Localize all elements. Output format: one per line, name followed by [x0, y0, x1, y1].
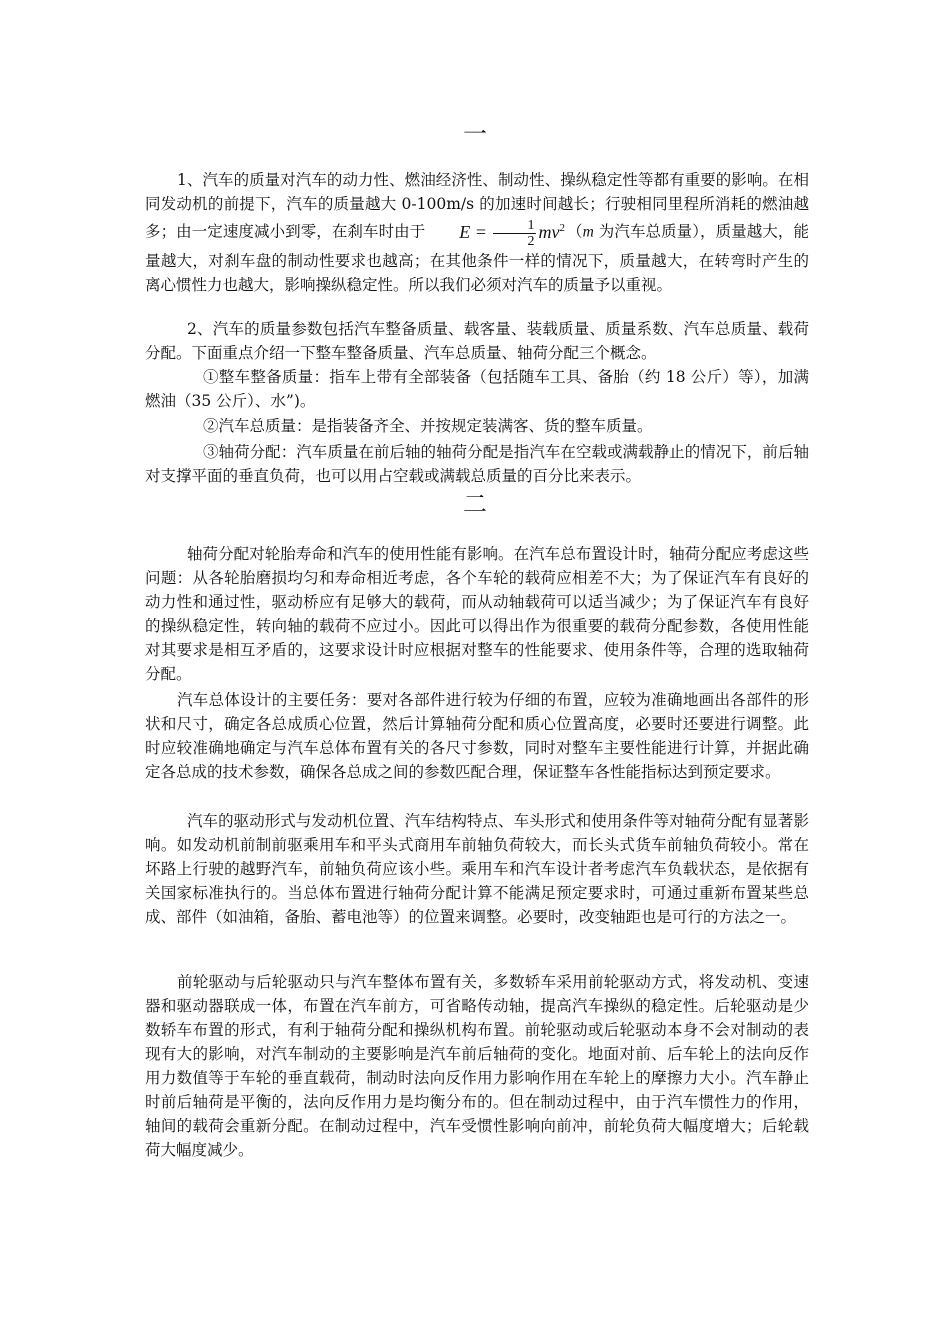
- paragraph-front-rear-drive: 前轮驱动与后轮驱动只与汽车整体布置有关，多数轿车采用前轮驱动方式，将发动机、变速器和驱动器联成一体，布置在汽车前方，可省略传动轴，提高汽车操纵的稳定性。后轮驱动是少数轿车布置的形式，有利于轴荷分配和操纵机构布置。前轮驱动或后轮驱动本身不会对制动的表现有大的影响，对汽车制动的主要影响是汽车前后轴荷的变化。地面对前、后车轮上的法向反作用力数值等于车轮的垂直载荷，制动时法向反作用力影响作用在车轮上的摩擦力大小。汽车静止时前后轴荷是平衡的，法向反作用力是均衡分布的。但在制动过程中，由于汽车惯性力的作用，轴间的载荷会重新分配。在制动过程中，汽车受惯性影响向前冲，前轮负荷大幅度增大；后轮载荷大幅度减少。: [145, 973, 809, 1159]
- formula-body: mv: [538, 222, 560, 242]
- paragraph-mass-parameters: 2、汽车的质量参数包括汽车整备质量、载客量、装载质量、质量系数、汽车总质量、载荷分配。下面重点介绍一下整车整备质量、汽车总质量、轴荷分配三个概念。: [145, 320, 809, 362]
- formula-fraction: [493, 218, 536, 249]
- paragraph-curb-weight: ①整车整备质量：指车上带有全部装备（包括随车工具、备胎（约 18 公斤）等），加满燃油（35 公斤）、水”)。: [145, 368, 809, 410]
- paragraph-axle-load-effects: 轴荷分配对轮胎寿命和汽车的使用性能有影响。在汽车总布置设计时，轴荷分配应考虑这些问题：从各轮胎磨损均匀和寿命相近考虑，各个车轮的载荷应相差不大；为了保证汽车有良好的动力性和通过性，驱动桥应有足够大的载荷，而从动轴载荷可以适当减少；为了保证汽车有良好的操纵稳定性，转向轴的载荷不应过小。因此可以得出作为很重要的载荷分配参数，各使用性能对其要求是相互矛盾的，这要求设计时应根据对整车的性能要求、使用条件等，合理的选取轴荷分配。: [145, 545, 809, 683]
- paragraph-overall-design-tasks: 汽车总体设计的主要任务：要对各部件进行较为仔细的布置，应较为准确地画出各部件的形状和尺寸，确定各总成质心位置，然后计算轴荷分配和质心位置高度，必要时还要进行调整。此时应较准确地确定与汽车总体布置有关的各尺寸参数，同时对整车主要性能进行计算，并据此确定各总成的技术参数，确保各总成之间的参数匹配合理，保证整车各性能指标达到预定要求。: [145, 691, 809, 781]
- paragraph-drive-type-influence: 汽车的驱动形式与发动机位置、汽车结构特点、车头形式和使用条件等对轴荷分配有显著影响。如发动机前制前驱乘用车和平头式商用车前轴负荷较大，而长头式货车前轴负荷较小。常在坏路上行驶的越野汽车，前轴负荷应该小些。乘用车和汽车设计者考虑汽车负载状态，是依据有关国家标准执行的。当总体布置进行轴荷分配计算不能满足预定要求时，可通过重新布置某些总成、部件（如油箱，备胎、蓄电池等）的位置来调整。必要时，改变轴距也是可行的方法之一。: [145, 812, 809, 926]
- paragraph-text: 1、汽车的质量对汽车的动力性、燃油经济性、制动性、操纵稳定性等都有重要的影响。在相同发动机的前提下，汽车的质量越大 0-100m/s 的加速时间越长；行驶相同里程所消耗的燃油越多；由一定速度减小到零，在刹车时由于: [145, 171, 809, 241]
- paragraph-gross-mass: ②汽车总质量：是指装备齐全、并按规定装满客、货的整车质量。: [203, 417, 653, 435]
- section-heading-one: 一: [463, 120, 487, 148]
- kinetic-energy-formula: [427, 216, 565, 249]
- paragraph-text-continued: 为汽车总质量），质量越大，能量越大，对刹车盘的制动性要求也越高；在其他条件一样的情况下，质量越大，在转弯时产生的离心惯性力也越大，影响操纵稳定性。所以我们必须对汽车的质量予以重视。: [145, 222, 809, 295]
- paragraph-axle-load-distribution: ③轴荷分配：汽车质量在前后轴的轴荷分配是指汽车在空载或满载静止的情况下，前后轴对支撑平面的垂直负荷，也可以用占空载或满载总质量的百分比来表示。: [145, 443, 809, 485]
- paragraph-vehicle-mass-importance: [145, 168, 809, 297]
- mass-symbol: m: [582, 223, 594, 241]
- section-heading-two: 二: [463, 490, 487, 518]
- fraction-numerator: 1: [493, 218, 536, 234]
- formula-lhs: E =: [459, 222, 492, 242]
- fraction-denominator: 2: [527, 234, 535, 250]
- paren-open: （: [566, 222, 583, 241]
- formula-exponent: 2: [559, 222, 565, 234]
